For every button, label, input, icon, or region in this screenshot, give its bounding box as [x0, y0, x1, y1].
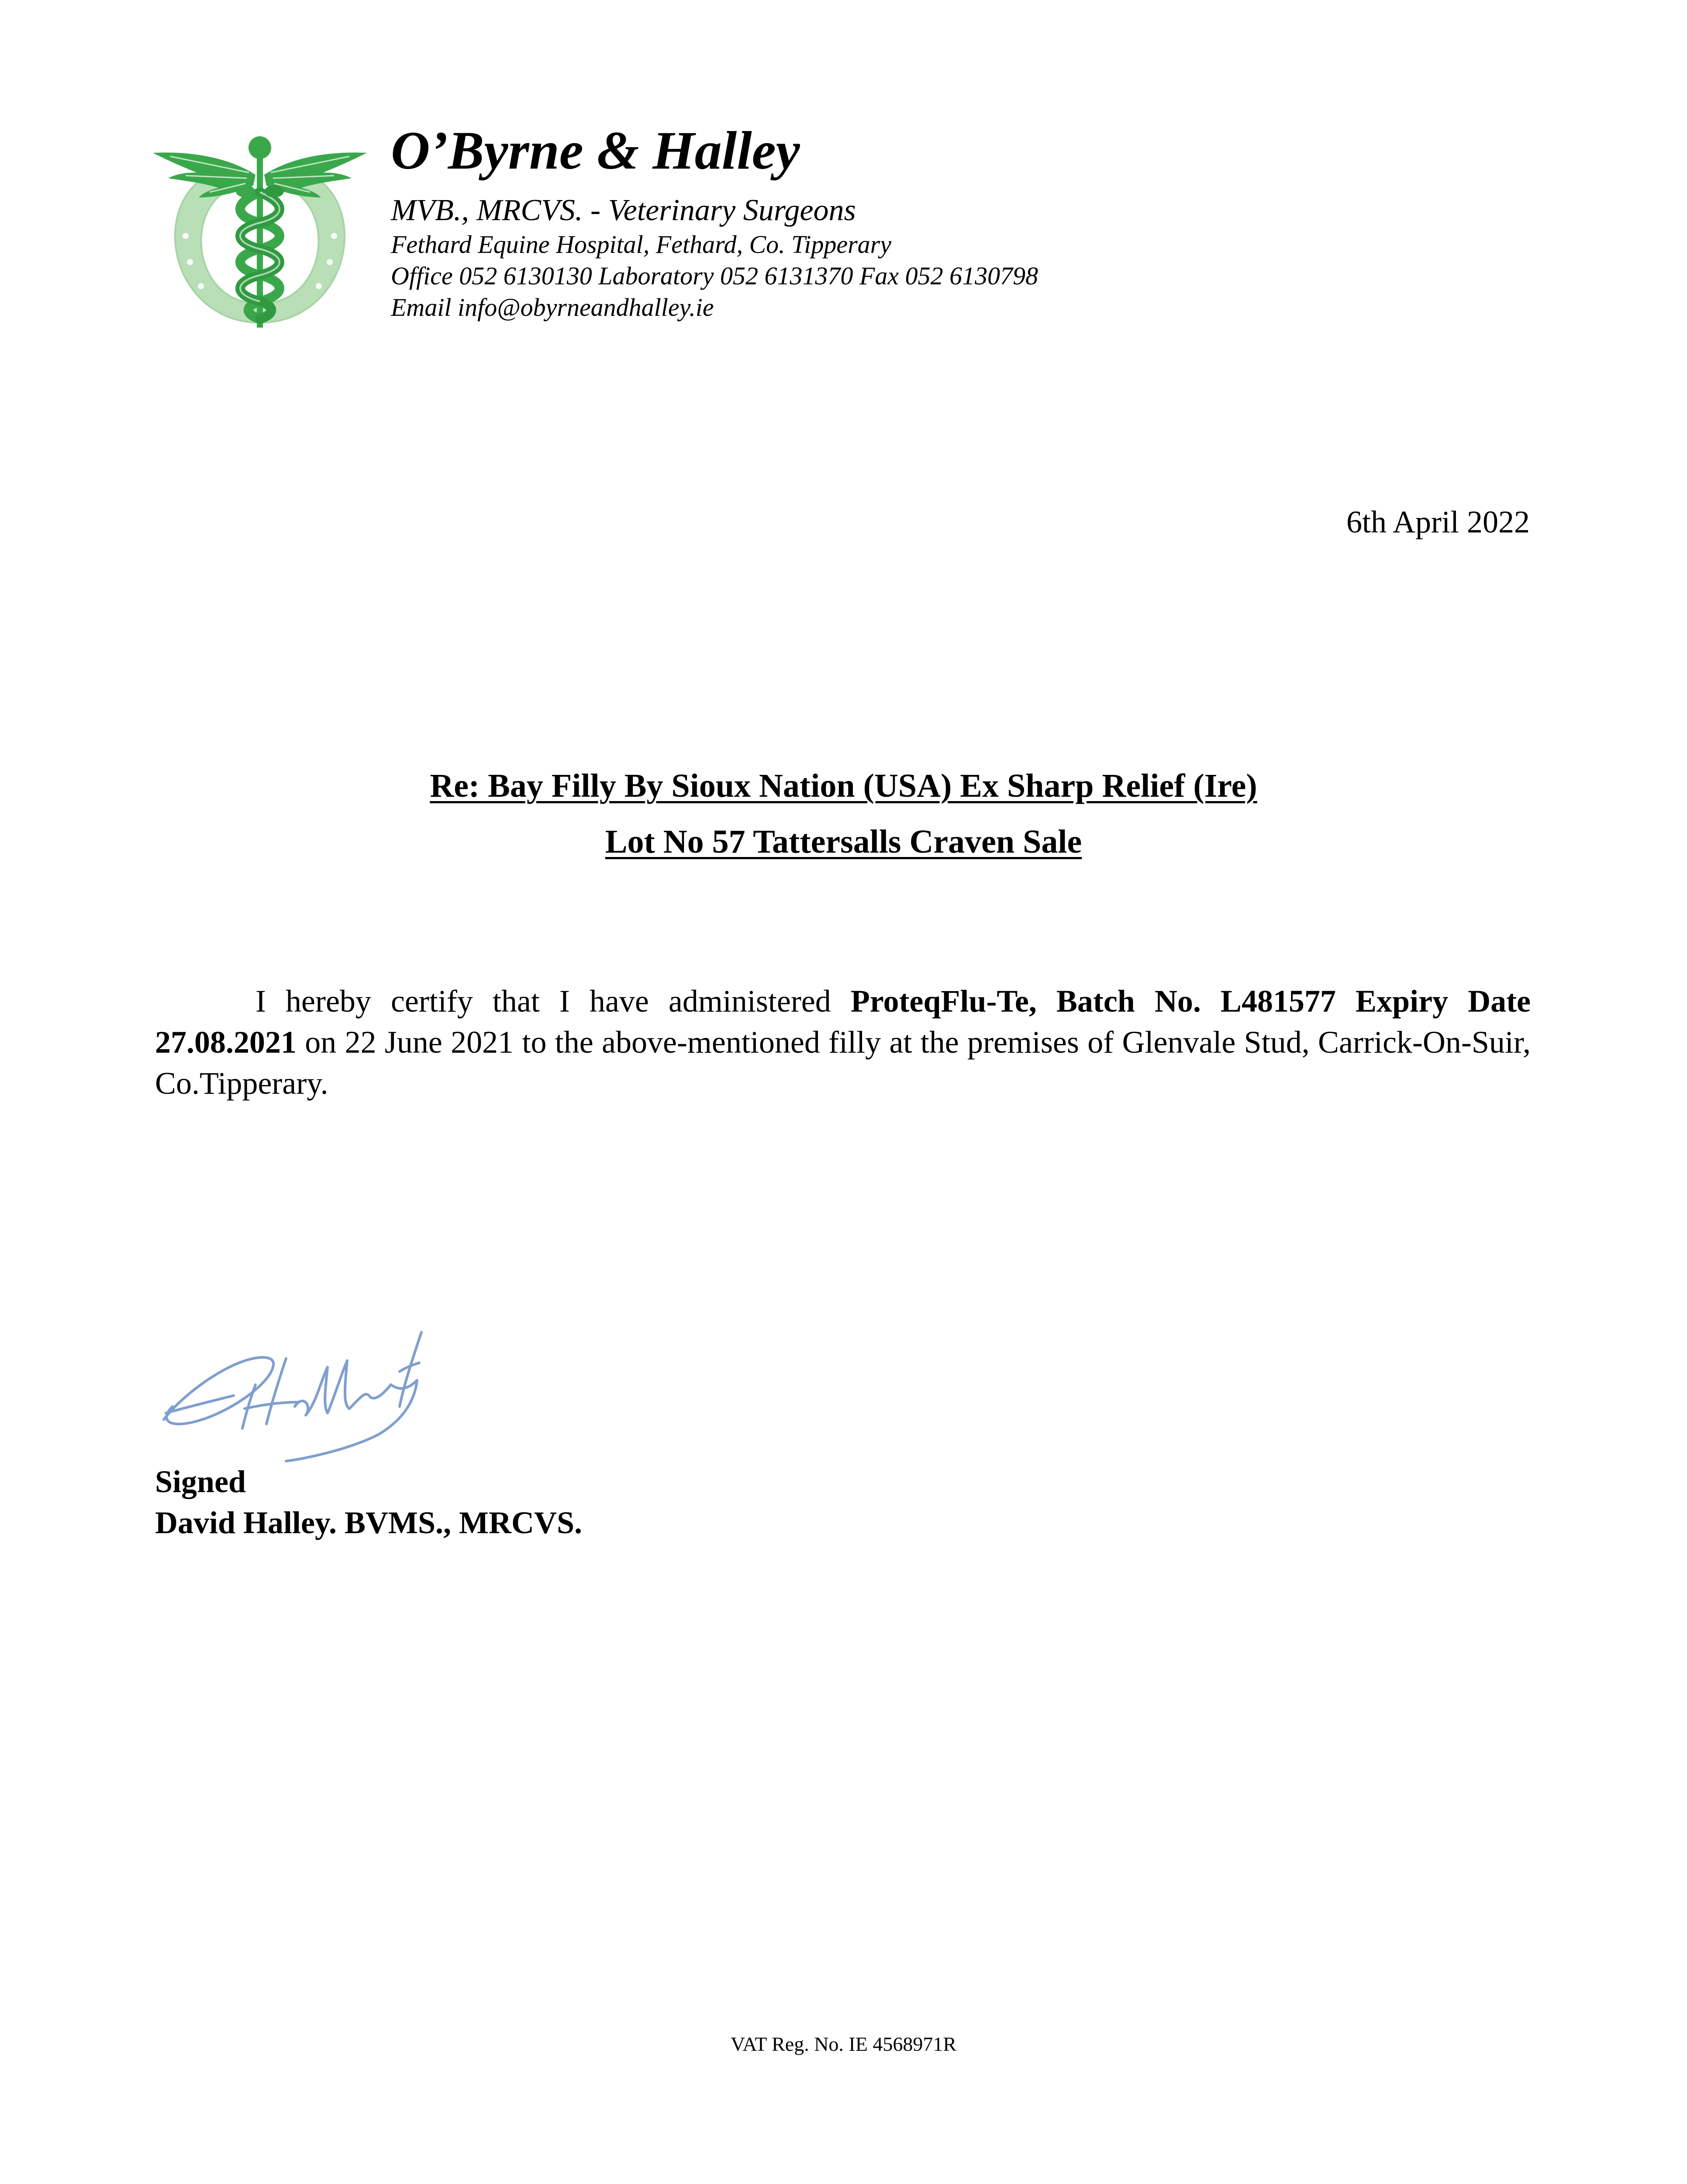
signed-label: Signed — [155, 1464, 246, 1499]
subject-line-horse: Re: Bay Filly By Sioux Nation (USA) Ex Sharp Relief (Ire) — [430, 767, 1257, 804]
certification-rest: on 22 June 2021 to the above-mentioned filly at the premises of Glenvale Stud, Carrick-On-Suir, Co.Tipperary. — [155, 1025, 1531, 1101]
certification-paragraph — [155, 981, 1531, 1104]
subject-line-lot: Lot No 57 Tattersalls Craven Sale — [605, 823, 1082, 860]
handwritten-signature — [155, 1319, 452, 1463]
firm-address: Fethard Equine Hospital, Fethard, Co. Tipperary — [391, 230, 891, 259]
signatory-name: David Halley. BVMS., MRCVS. — [155, 1505, 583, 1540]
firm-name: O’Byrne & Halley — [391, 121, 800, 180]
vat-registration: VAT Reg. No. IE 4568971R — [730, 2033, 957, 2055]
caduceus-horseshoe-logo — [144, 127, 376, 332]
letter-date: 6th April 2022 — [1346, 505, 1530, 539]
letterhead — [391, 118, 1352, 323]
firm-phone-numbers: Office 052 6130130 Laboratory 052 6131370 Fax 052 6130798 — [391, 262, 1038, 290]
firm-qualifications: MVB., MRCVS. - Veterinary Surgeons — [391, 194, 856, 227]
vaccine-details: ProteqFlu-Te, Batch No. L481577 Expiry Date 27.08.2021 — [155, 984, 1531, 1060]
firm-email: Email info@obyrneandhalley.ie — [391, 293, 714, 321]
certification-intro: I hereby certify that I have administered — [255, 984, 851, 1019]
letter-subject — [0, 758, 1687, 870]
signature-block — [155, 1461, 582, 1543]
